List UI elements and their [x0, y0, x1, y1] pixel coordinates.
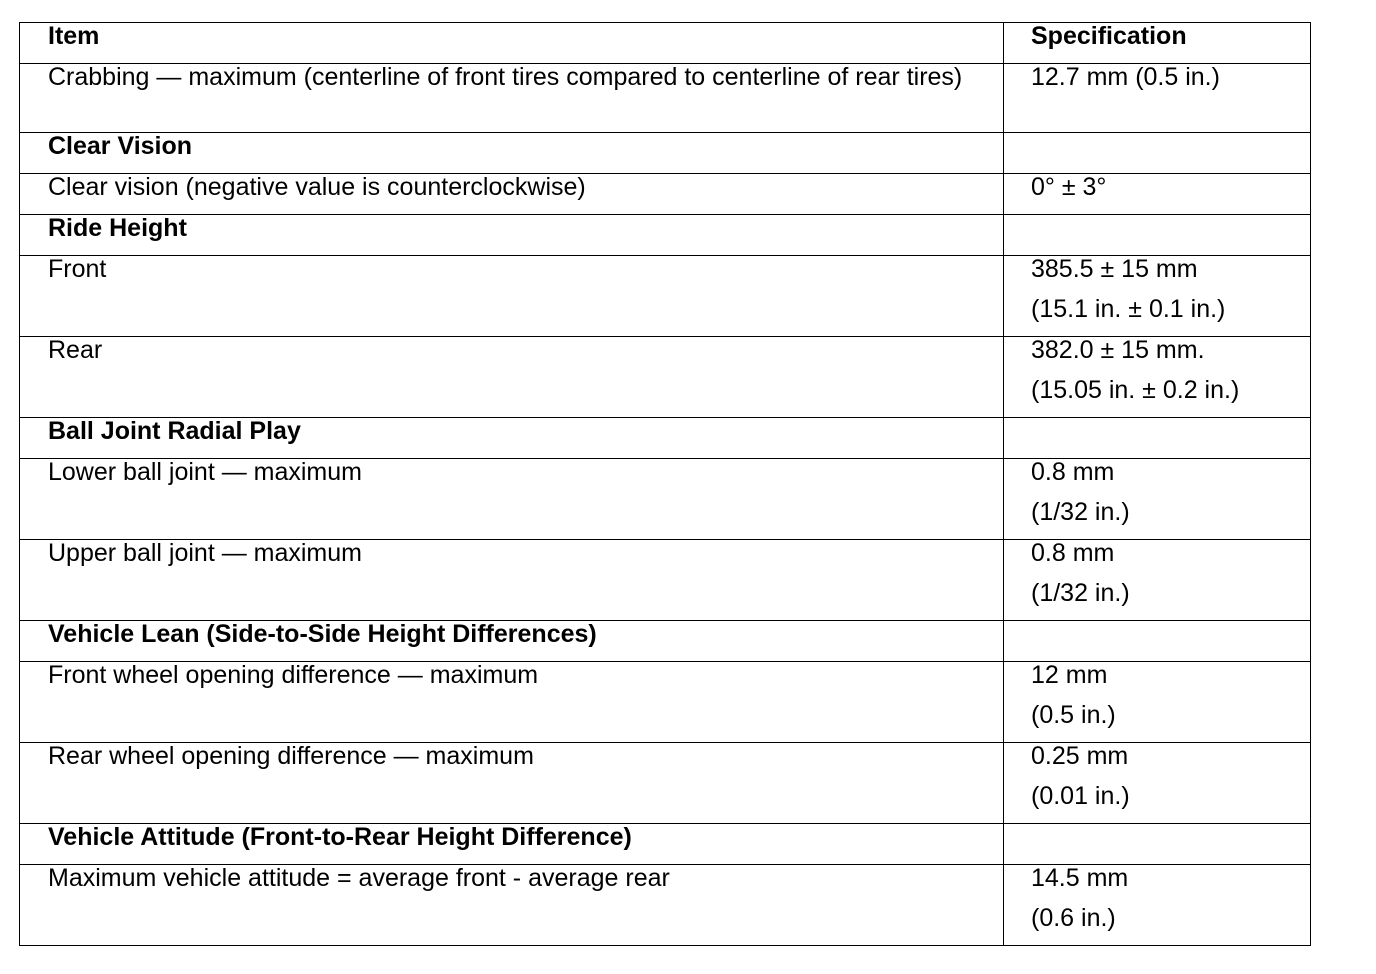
spec-value-imperial: (0.5 in.): [1031, 701, 1116, 729]
section-heading: Clear Vision: [48, 132, 193, 160]
spec-value-imperial: (15.05 in. ± 0.2 in.): [1031, 376, 1240, 404]
table-row: [20, 540, 1311, 621]
table-row: [20, 337, 1311, 418]
section-row: [20, 215, 1311, 256]
spec-cell: [1004, 662, 1311, 743]
empty-spec-cell: [1004, 133, 1311, 174]
spec-value: 12.7 mm (0.5 in.): [1031, 63, 1220, 91]
spec-value-metric: 12 mm: [1031, 661, 1108, 689]
section-heading: Vehicle Attitude (Front-to-Rear Height Difference): [48, 823, 632, 851]
table-row: [20, 64, 1311, 133]
item-cell: [20, 174, 1004, 215]
table-row: [20, 865, 1311, 946]
spec-cell: [1004, 174, 1311, 215]
item-cell: [20, 459, 1004, 540]
section-heading: Ride Height: [48, 214, 187, 242]
item-label: Upper ball joint — maximum: [48, 539, 362, 567]
spec-value-metric: 0.8 mm: [1031, 539, 1115, 567]
spec-cell: [1004, 540, 1311, 621]
item-label: Front: [48, 255, 107, 283]
column-header-item-label: Item: [48, 22, 100, 50]
section-row: [20, 824, 1311, 865]
spec-value: 0° ± 3°: [1031, 173, 1107, 201]
spec-value-metric: 382.0 ± 15 mm.: [1031, 336, 1205, 364]
spec-value-imperial: (1/32 in.): [1031, 579, 1130, 607]
item-label: Lower ball joint — maximum: [48, 458, 362, 486]
spec-cell: [1004, 64, 1311, 133]
spec-value-imperial: (15.1 in. ± 0.1 in.): [1031, 295, 1226, 323]
spec-value-imperial: (0.01 in.): [1031, 782, 1130, 810]
section-row: [20, 621, 1311, 662]
item-cell: [20, 64, 1004, 133]
item-label: Rear wheel opening difference — maximum: [48, 742, 534, 770]
specification-table: [19, 22, 1311, 946]
section-heading-cell: [20, 621, 1004, 662]
section-row: [20, 133, 1311, 174]
column-header-specification: [1004, 23, 1311, 64]
spec-cell: [1004, 337, 1311, 418]
table-row: [20, 743, 1311, 824]
item-cell: [20, 743, 1004, 824]
table-row: [20, 459, 1311, 540]
section-heading-cell: [20, 824, 1004, 865]
item-cell: [20, 540, 1004, 621]
spec-value-metric: 385.5 ± 15 mm: [1031, 255, 1198, 283]
section-heading-cell: [20, 133, 1004, 174]
item-label: Rear: [48, 336, 103, 364]
spec-value-imperial: (0.6 in.): [1031, 904, 1116, 932]
item-cell: [20, 865, 1004, 946]
spec-cell: [1004, 865, 1311, 946]
item-cell: [20, 337, 1004, 418]
table-header-row: [20, 23, 1311, 64]
spec-value-metric: 0.25 mm: [1031, 742, 1129, 770]
spec-value-metric: 0.8 mm: [1031, 458, 1115, 486]
spec-value-metric: 14.5 mm: [1031, 864, 1129, 892]
empty-spec-cell: [1004, 215, 1311, 256]
spec-value-imperial: (1/32 in.): [1031, 498, 1130, 526]
section-heading: Ball Joint Radial Play: [48, 417, 301, 445]
item-label: Crabbing — maximum (centerline of front tires compared to centerline of rear tires): [48, 63, 963, 91]
column-header-item: [20, 23, 1004, 64]
table-row: [20, 256, 1311, 337]
item-label: Maximum vehicle attitude = average front - average rear: [48, 864, 670, 892]
empty-spec-cell: [1004, 621, 1311, 662]
item-cell: [20, 256, 1004, 337]
table-row: [20, 662, 1311, 743]
spec-cell: [1004, 743, 1311, 824]
column-header-specification-label: Specification: [1031, 22, 1187, 50]
section-heading-cell: [20, 215, 1004, 256]
empty-spec-cell: [1004, 418, 1311, 459]
section-row: [20, 418, 1311, 459]
section-heading-cell: [20, 418, 1004, 459]
item-label: Clear vision (negative value is counterclockwise): [48, 173, 586, 201]
spec-cell: [1004, 256, 1311, 337]
item-cell: [20, 662, 1004, 743]
section-heading: Vehicle Lean (Side-to-Side Height Differences): [48, 620, 597, 648]
item-label: Front wheel opening difference — maximum: [48, 661, 539, 689]
spec-cell: [1004, 459, 1311, 540]
empty-spec-cell: [1004, 824, 1311, 865]
table-row: [20, 174, 1311, 215]
